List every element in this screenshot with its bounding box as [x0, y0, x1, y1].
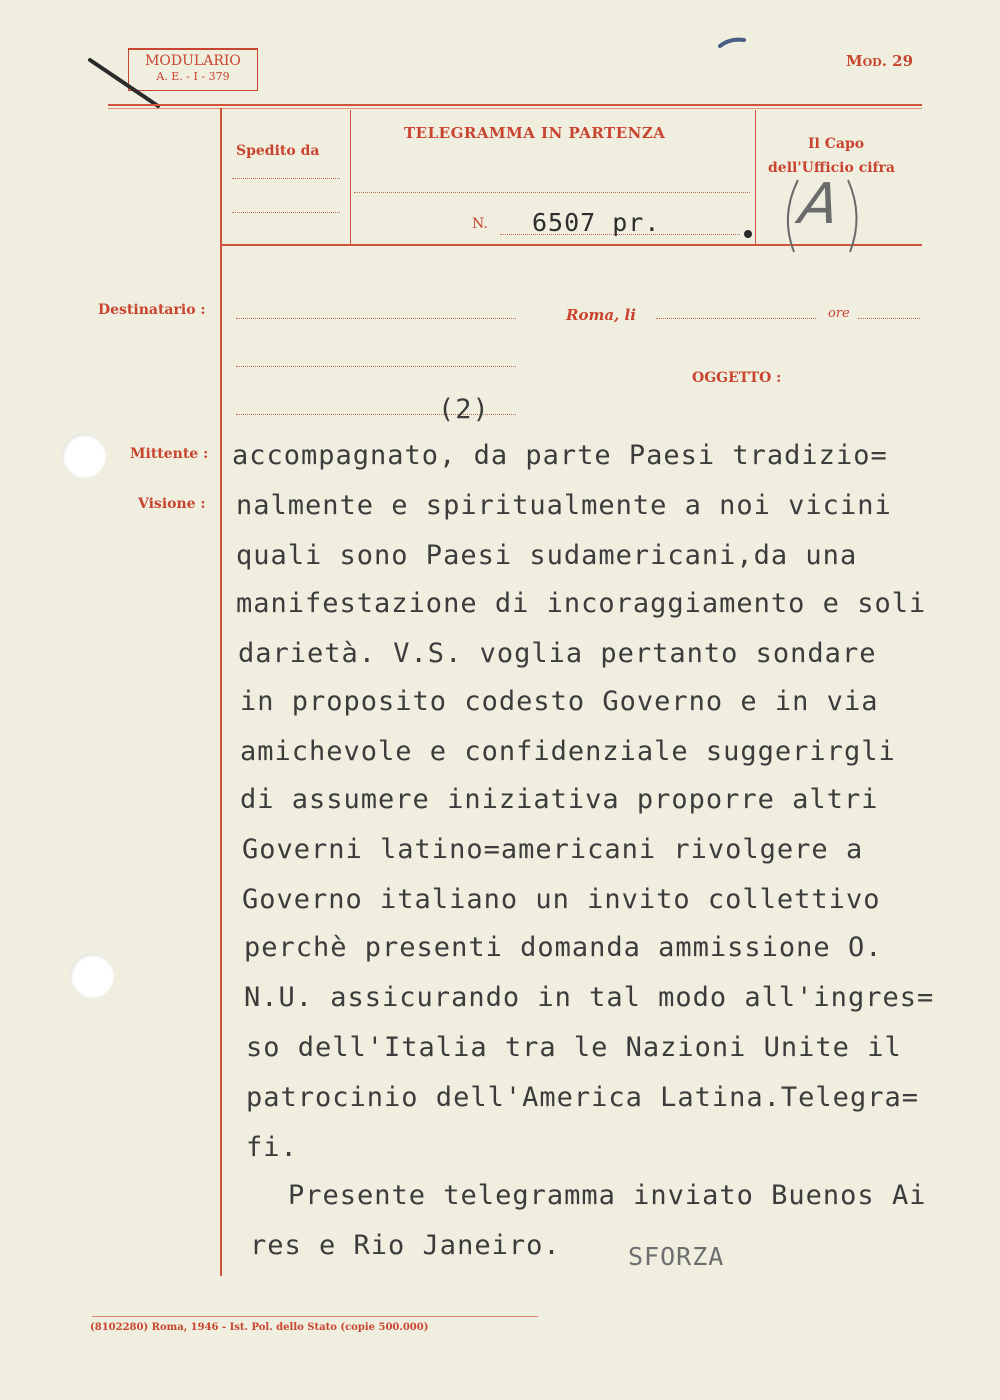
- top-rule-thin: [108, 108, 922, 109]
- punch-hole-top: [62, 434, 106, 478]
- roma-li-label: Roma, li: [566, 306, 636, 324]
- ore-dots: [858, 318, 920, 319]
- title-dots: [354, 192, 750, 193]
- footer-print-info: (8102280) Roma, 1946 - Ist. Pol. dello Stato (copie 500.000): [90, 1322, 429, 1333]
- telegram-title: TELEGRAMMA IN PARTENZA: [404, 124, 666, 142]
- body-line: accompagnato, da parte Paesi tradizio=: [232, 440, 888, 471]
- ink-smudge: [718, 36, 748, 50]
- body-line: manifestazione di incoraggiamento e soli: [236, 588, 927, 619]
- capo-line2: dell'Ufficio cifra: [768, 160, 896, 176]
- header-divider-1: [350, 110, 351, 244]
- modulario-line2: A. E. - I - 379: [156, 70, 230, 83]
- body-line: Presente telegramma inviato Buenos Ai: [288, 1180, 927, 1211]
- capo-bracket: [778, 176, 868, 256]
- spedito-da-label: Spedito da: [236, 143, 320, 159]
- destinatario-dots-1: [236, 318, 516, 319]
- body-line: nalmente e spiritualmente a noi vicini: [236, 490, 892, 521]
- top-rule: [108, 104, 922, 106]
- visione-label: Visione :: [138, 496, 206, 512]
- body-line: quali sono Paesi sudamericani,da una: [236, 540, 858, 571]
- body-line: fi.: [246, 1132, 298, 1163]
- mod-number: Mod. 29: [846, 52, 914, 70]
- roma-dots: [656, 318, 816, 319]
- modulario-line1: MODULARIO: [145, 53, 241, 69]
- body-line: so dell'Italia tra le Nazioni Unite il: [246, 1032, 902, 1063]
- footer-rule: [92, 1316, 538, 1317]
- destinatario-label: Destinatario :: [98, 302, 206, 318]
- body-line: perchè presenti domanda ammissione O.: [244, 932, 883, 963]
- mittente-label: Mittente :: [130, 446, 209, 462]
- body-line: Governi latino=americani rivolgere a: [242, 834, 864, 865]
- body-line: patrocinio dell'America Latina.Telegra=: [246, 1082, 919, 1113]
- destinatario-dots-2: [236, 366, 516, 367]
- body-line: res e Rio Janeiro.: [250, 1230, 561, 1261]
- spedito-dots-2: [232, 212, 340, 213]
- punch-hole-bottom: [70, 954, 114, 998]
- body-line: di assumere iniziativa proporre altri: [240, 784, 879, 815]
- number-prefix: N.: [472, 216, 488, 232]
- signature: SFORZA: [628, 1242, 725, 1271]
- telegram-number: 6507 pr.: [532, 208, 661, 237]
- capo-initial: A: [795, 172, 843, 237]
- body-line: darietà. V.S. voglia pertanto sondare: [238, 638, 877, 669]
- left-margin-line: [220, 108, 222, 1276]
- body-line: amichevole e confidenziale suggerirgli: [240, 736, 896, 767]
- ore-label: ore: [828, 306, 850, 321]
- page-marker: (2): [438, 394, 490, 425]
- header-divider-2: [755, 110, 756, 244]
- body-line: N.U. assicurando in tal modo all'ingres=: [244, 982, 935, 1013]
- capo-line1: Il Capo: [808, 136, 865, 152]
- body-line: in proposito codesto Governo e in via: [240, 686, 879, 717]
- ink-dot: [742, 228, 754, 240]
- body-line: Governo italiano un invito collettivo: [242, 884, 881, 915]
- spedito-dots-1: [232, 178, 340, 179]
- oggetto-label: OGGETTO :: [692, 370, 782, 386]
